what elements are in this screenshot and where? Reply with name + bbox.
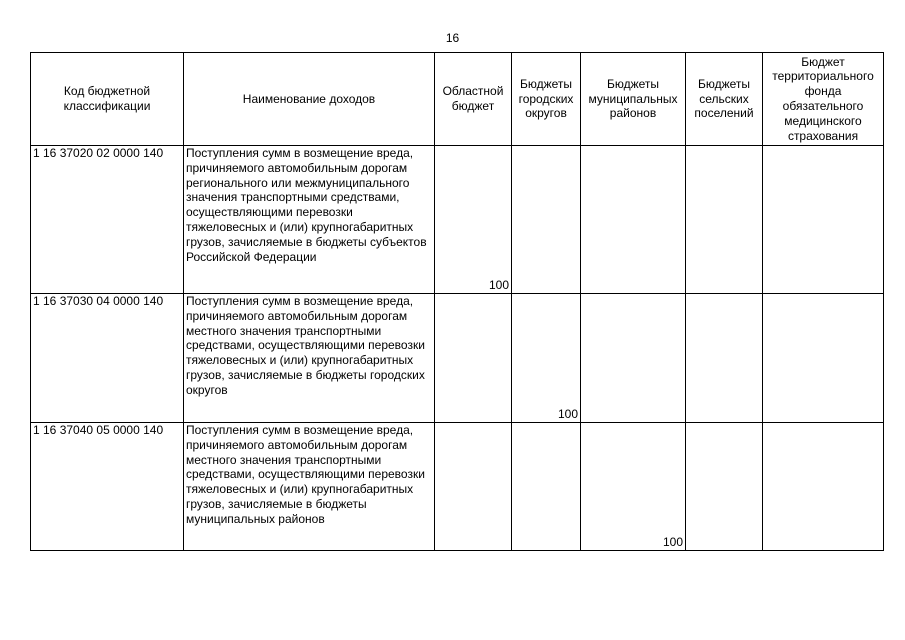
municipal-district-value: 100 — [581, 423, 686, 551]
regional-budget-value — [435, 423, 512, 551]
city-district-value — [512, 146, 581, 294]
header-budget-code: Код бюджетной классификации — [31, 53, 184, 146]
table-row — [31, 423, 884, 551]
medical-fund-value — [763, 294, 884, 423]
revenue-name-cell: Поступления сумм в возмещение вреда, причиняемого автомобильным дорогам регионального или межмуниципального значения транспортными средствами, осуществляющими перевозки тяжеловесных и (или) крупногабаритных грузов, зачисляемые в бюджеты субъектов Российской Федерации — [184, 146, 435, 294]
medical-fund-value — [763, 423, 884, 551]
rural-settlement-value — [686, 294, 763, 423]
regional-budget-value: 100 — [435, 146, 512, 294]
rural-settlement-value — [686, 146, 763, 294]
municipal-district-value — [581, 146, 686, 294]
city-district-value — [512, 423, 581, 551]
header-medical-insurance-fund-budget: Бюджет территориального фонда обязательного медицинского страхования — [763, 53, 884, 146]
rural-settlement-value — [686, 423, 763, 551]
regional-budget-value — [435, 294, 512, 423]
header-municipal-district-budgets: Бюджеты муниципальных районов — [581, 53, 686, 146]
revenue-name-cell: Поступления сумм в возмещение вреда, причиняемого автомобильным дорогам местного значения транспортными средствами, осуществляющими перевозки тяжеловесных и (или) крупногабаритных грузов, зачисляемые в бюджеты городских округов — [184, 294, 435, 423]
budget-code-cell: 1 16 37040 05 0000 140 — [31, 423, 184, 551]
budget-code-cell: 1 16 37030 04 0000 140 — [31, 294, 184, 423]
header-city-district-budgets: Бюджеты городских округов — [512, 53, 581, 146]
header-revenue-name: Наименование доходов — [184, 53, 435, 146]
table-header-row — [31, 53, 884, 146]
budget-revenue-table — [30, 52, 884, 551]
municipal-district-value — [581, 294, 686, 423]
page-number: 16 — [445, 31, 460, 45]
table-row — [31, 294, 884, 423]
city-district-value: 100 — [512, 294, 581, 423]
revenue-name-cell: Поступления сумм в возмещение вреда, причиняемого автомобильным дорогам местного значения транспортными средствами, осуществляющими перевозки тяжеловесных и (или) крупногабаритных грузов, зачисляемые в бюджеты муниципальных районов — [184, 423, 435, 551]
header-rural-settlement-budgets: Бюджеты сельских поселений — [686, 53, 763, 146]
table-row — [31, 146, 884, 294]
budget-code-cell: 1 16 37020 02 0000 140 — [31, 146, 184, 294]
header-regional-budget: Областной бюджет — [435, 53, 512, 146]
medical-fund-value — [763, 146, 884, 294]
